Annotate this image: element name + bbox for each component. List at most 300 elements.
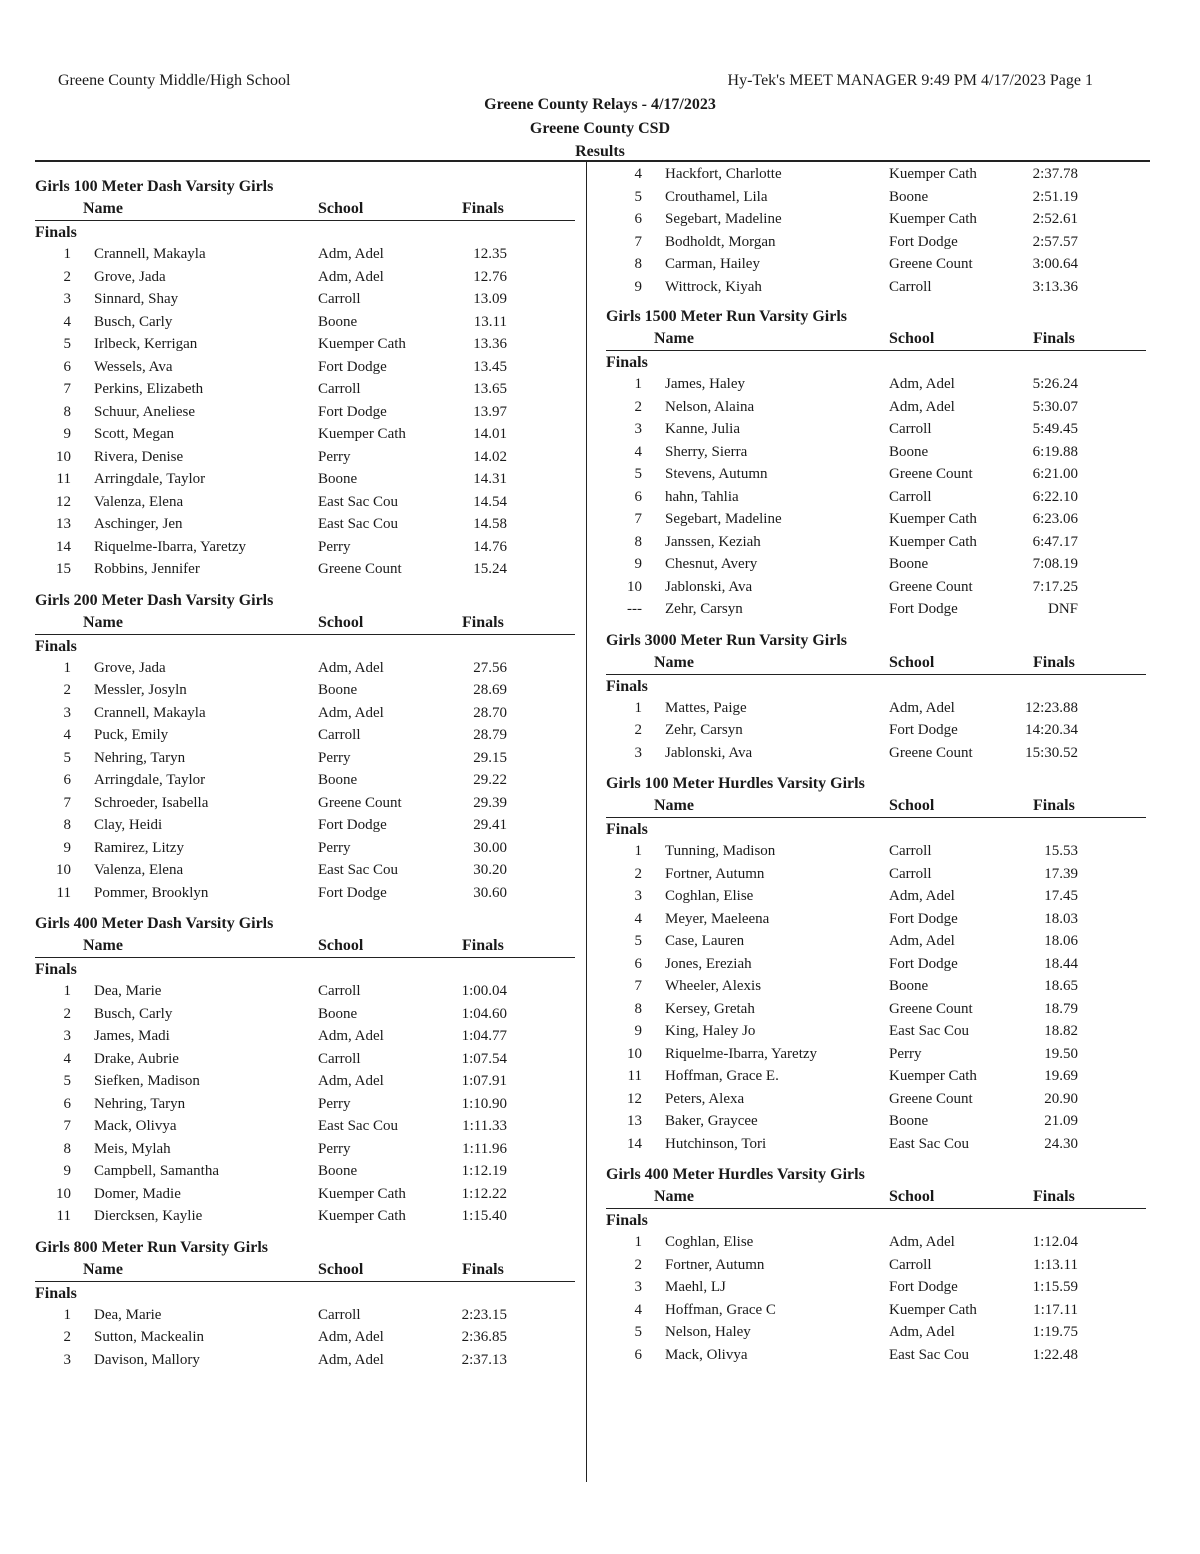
event-block bbox=[606, 630, 1146, 765]
athlete-name: Schuur, Aneliese bbox=[94, 403, 196, 420]
athlete-name: Stevens, Autumn bbox=[665, 466, 768, 482]
school-name: Greene County Middle/High School bbox=[58, 72, 291, 89]
finals-time: 3:13.36 bbox=[1032, 278, 1078, 295]
finals-time: 2:52.61 bbox=[1032, 211, 1078, 227]
school-name: Fort Dodge bbox=[889, 601, 958, 617]
result-row bbox=[606, 1231, 1146, 1254]
place: 3 bbox=[63, 1351, 71, 1368]
result-row bbox=[606, 1110, 1146, 1133]
place: 3 bbox=[63, 1028, 71, 1044]
result-row bbox=[35, 1138, 575, 1161]
finals-time: 1:07.54 bbox=[461, 1050, 507, 1067]
finals-time: 14.54 bbox=[473, 493, 507, 510]
round-label: Finals bbox=[606, 821, 648, 838]
result-row bbox=[35, 679, 575, 702]
finals-time: 15.24 bbox=[473, 561, 507, 577]
result-row bbox=[35, 311, 575, 334]
place: 11 bbox=[56, 471, 71, 487]
finals-time: 1:15.40 bbox=[461, 1208, 507, 1224]
header-school: School bbox=[889, 1188, 935, 1205]
school-name: Fort Dodge bbox=[318, 817, 387, 833]
finals-time: 1:04.60 bbox=[461, 1005, 507, 1022]
header-school: School bbox=[318, 200, 364, 217]
school-name: Adm, Adel bbox=[318, 246, 384, 262]
school-name: Adm, Adel bbox=[889, 1324, 955, 1340]
athlete-name: Valenza, Elena bbox=[94, 493, 184, 510]
result-row bbox=[35, 747, 575, 770]
finals-time: 19.69 bbox=[1044, 1068, 1078, 1084]
result-row bbox=[35, 882, 575, 905]
place: 6 bbox=[634, 488, 642, 505]
place: 9 bbox=[63, 839, 71, 856]
school-name: Kuemper Cath bbox=[889, 511, 977, 527]
athlete-name: Wessels, Ava bbox=[94, 358, 173, 375]
athlete-name: Riquelme-Ibarra, Yaretzy bbox=[665, 1045, 818, 1062]
header-finals: Finals bbox=[462, 937, 504, 954]
result-row bbox=[35, 536, 575, 559]
place: 8 bbox=[634, 256, 642, 272]
header-school: School bbox=[318, 937, 364, 954]
result-row bbox=[606, 1043, 1146, 1066]
school-name: Perry bbox=[318, 1140, 351, 1157]
finals-time: 6:47.17 bbox=[1032, 533, 1078, 550]
place: 11 bbox=[56, 884, 71, 901]
athlete-name: Wheeler, Alexis bbox=[665, 978, 762, 994]
result-row bbox=[35, 859, 575, 882]
result-row bbox=[35, 378, 575, 401]
finals-time: 1:19.75 bbox=[1032, 1324, 1078, 1340]
school-name: Adm, Adel bbox=[318, 268, 384, 285]
athlete-name: Kersey, Gretah bbox=[665, 1000, 755, 1017]
result-row bbox=[606, 1321, 1146, 1344]
school-name: Greene Count bbox=[889, 578, 973, 595]
result-row bbox=[606, 463, 1146, 486]
athlete-name: Fortner, Autumn bbox=[665, 1256, 765, 1273]
place: 7 bbox=[63, 1118, 71, 1134]
result-row bbox=[35, 1025, 575, 1048]
school-name: Boone bbox=[318, 772, 358, 788]
athlete-name: Perkins, Elizabeth bbox=[94, 381, 204, 397]
result-row bbox=[606, 975, 1146, 998]
finals-time: 1:12.22 bbox=[461, 1185, 507, 1202]
result-row bbox=[606, 553, 1146, 576]
place: 5 bbox=[63, 336, 71, 352]
school-name: Fort Dodge bbox=[889, 955, 958, 972]
athlete-name: Nelson, Haley bbox=[665, 1324, 751, 1340]
athlete-name: Sherry, Sierra bbox=[665, 443, 748, 460]
finals-time: 3:00.64 bbox=[1032, 256, 1078, 272]
school-name: Carroll bbox=[889, 278, 932, 295]
finals-time: 7:08.19 bbox=[1032, 556, 1078, 572]
result-row bbox=[606, 396, 1146, 419]
place: 3 bbox=[634, 421, 642, 437]
school-name: Boone bbox=[318, 1005, 358, 1022]
athlete-name: Arringdale, Taylor bbox=[94, 772, 206, 788]
finals-time: 29.15 bbox=[473, 749, 507, 766]
school-name: Adm, Adel bbox=[889, 398, 955, 415]
header-school: School bbox=[889, 653, 935, 671]
finals-time: 2:36.85 bbox=[461, 1329, 507, 1345]
header-name: Name bbox=[654, 653, 694, 671]
place: 7 bbox=[634, 978, 642, 994]
finals-time: 30.00 bbox=[473, 839, 507, 856]
place: 10 bbox=[56, 448, 71, 465]
result-row bbox=[35, 333, 575, 356]
event-title: Girls 400 Meter Dash Varsity Girls bbox=[35, 915, 274, 932]
school-name: Adm, Adel bbox=[889, 376, 955, 392]
finals-time: 28.70 bbox=[473, 704, 507, 721]
school-name: Adm, Adel bbox=[889, 888, 955, 904]
finals-time: 15:30.52 bbox=[1025, 744, 1078, 761]
athlete-name: Zehr, Carsyn bbox=[665, 601, 743, 617]
school-name: Greene Count bbox=[889, 466, 973, 482]
place: 10 bbox=[627, 1045, 642, 1062]
result-row bbox=[35, 513, 575, 536]
event-block bbox=[606, 306, 1146, 621]
place: 6 bbox=[634, 211, 642, 227]
place: 5 bbox=[634, 1324, 642, 1340]
place: 2 bbox=[63, 1329, 71, 1345]
school-name: East Sac Cou bbox=[318, 516, 398, 532]
header-finals: Finals bbox=[462, 200, 504, 217]
school-name: Adm, Adel bbox=[318, 659, 384, 676]
place: 1 bbox=[63, 983, 71, 999]
school-name: Adm, Adel bbox=[889, 699, 955, 716]
athlete-name: Hoffman, Grace C bbox=[665, 1301, 776, 1318]
school-name: East Sac Cou bbox=[318, 862, 398, 878]
athlete-name: Davison, Mallory bbox=[94, 1351, 200, 1368]
place: 10 bbox=[56, 862, 71, 878]
finals-time: 1:04.77 bbox=[461, 1028, 507, 1044]
school-name: Perry bbox=[318, 448, 351, 465]
result-row bbox=[606, 719, 1146, 742]
finals-time: 18.06 bbox=[1044, 933, 1078, 949]
school-name: Boone bbox=[889, 1113, 929, 1129]
athlete-name: Kanne, Julia bbox=[665, 421, 740, 437]
result-row bbox=[35, 657, 575, 680]
place: 11 bbox=[56, 1208, 71, 1224]
left-column bbox=[35, 176, 575, 1380]
athlete-name: Coghlan, Elise bbox=[665, 1234, 754, 1250]
school-name: East Sac Cou bbox=[889, 1023, 969, 1039]
finals-time: 14.02 bbox=[473, 448, 507, 465]
finals-time: 2:51.19 bbox=[1032, 188, 1078, 205]
result-row bbox=[35, 491, 575, 514]
place: 3 bbox=[63, 704, 71, 721]
school-name: Kuemper Cath bbox=[318, 336, 406, 352]
result-row bbox=[606, 598, 1146, 621]
athlete-name: Carman, Hailey bbox=[665, 256, 760, 272]
result-row bbox=[35, 1160, 575, 1183]
event-block bbox=[35, 176, 575, 581]
table-header bbox=[35, 1259, 575, 1282]
athlete-name: Arringdale, Taylor bbox=[94, 471, 206, 487]
round-label: Finals bbox=[35, 637, 77, 655]
place: 2 bbox=[634, 865, 642, 882]
result-row bbox=[606, 885, 1146, 908]
result-row bbox=[606, 208, 1146, 231]
header-name: Name bbox=[654, 1188, 694, 1205]
event-block bbox=[35, 1237, 575, 1372]
result-row bbox=[35, 446, 575, 469]
event-block bbox=[606, 1164, 1146, 1366]
athlete-name: Busch, Carly bbox=[94, 313, 173, 330]
school-name: Carroll bbox=[318, 1306, 361, 1323]
school-name: Fort Dodge bbox=[889, 910, 958, 927]
place: 8 bbox=[634, 1000, 642, 1017]
result-row bbox=[35, 243, 575, 266]
place: 6 bbox=[63, 772, 71, 788]
finals-time: 5:49.45 bbox=[1032, 421, 1078, 437]
finals-time: 13.65 bbox=[473, 381, 507, 397]
school-name: Adm, Adel bbox=[318, 1329, 384, 1345]
finals-time: 2:37.13 bbox=[461, 1351, 507, 1368]
result-row bbox=[35, 1326, 575, 1349]
school-name: Perry bbox=[318, 538, 351, 555]
athlete-name: Wittrock, Kiyah bbox=[665, 278, 762, 295]
finals-time: 12.76 bbox=[473, 268, 507, 285]
header-name: Name bbox=[654, 330, 694, 347]
finals-time: 1:22.48 bbox=[1032, 1346, 1078, 1363]
place: 4 bbox=[634, 443, 642, 460]
athlete-name: Jones, Ereziah bbox=[665, 955, 752, 972]
finals-time: 12:23.88 bbox=[1025, 699, 1078, 716]
finals-time: 1:15.59 bbox=[1032, 1279, 1078, 1295]
place: 12 bbox=[627, 1090, 642, 1107]
school-name: Kuemper Cath bbox=[889, 1068, 977, 1084]
athlete-name: hahn, Tahlia bbox=[665, 488, 739, 505]
place: 3 bbox=[634, 888, 642, 904]
finals-time: 1:17.11 bbox=[1033, 1301, 1078, 1318]
athlete-name: Busch, Carly bbox=[94, 1005, 173, 1022]
athlete-name: Rivera, Denise bbox=[94, 448, 184, 465]
school-name: Adm, Adel bbox=[889, 933, 955, 949]
column-divider bbox=[586, 162, 587, 1482]
result-row bbox=[35, 423, 575, 446]
school-name: Fort Dodge bbox=[889, 233, 958, 250]
place: 9 bbox=[634, 278, 642, 295]
result-row bbox=[35, 558, 575, 581]
result-row bbox=[606, 373, 1146, 396]
place: 2 bbox=[63, 682, 71, 698]
finals-time: 6:19.88 bbox=[1032, 443, 1078, 460]
place: 8 bbox=[634, 533, 642, 550]
school-name: Carroll bbox=[889, 865, 932, 882]
result-row bbox=[606, 1276, 1146, 1299]
result-row bbox=[606, 163, 1146, 186]
finals-time: 29.22 bbox=[473, 772, 507, 788]
athlete-name: Coghlan, Elise bbox=[665, 888, 754, 904]
table-header bbox=[606, 795, 1146, 818]
school-name: Carroll bbox=[889, 1256, 932, 1273]
place: 1 bbox=[63, 246, 71, 262]
finals-time: 1:00.04 bbox=[461, 983, 507, 999]
school-name: Boone bbox=[889, 556, 929, 572]
school-name: Fort Dodge bbox=[889, 1279, 958, 1295]
athlete-name: Fortner, Autumn bbox=[665, 865, 765, 882]
result-row bbox=[606, 1254, 1146, 1277]
host-name: Greene County CSD bbox=[529, 120, 671, 137]
result-row bbox=[35, 266, 575, 289]
place: 4 bbox=[634, 1301, 642, 1318]
school-name: Adm, Adel bbox=[318, 1073, 384, 1089]
finals-time: 18.82 bbox=[1044, 1023, 1078, 1039]
athlete-name: Crannell, Makayla bbox=[94, 704, 206, 721]
school-name: Kuemper Cath bbox=[889, 1301, 977, 1318]
athlete-name: Mack, Olivya bbox=[665, 1346, 748, 1363]
athlete-name: Chesnut, Avery bbox=[665, 556, 758, 572]
place: 8 bbox=[63, 403, 71, 420]
finals-time: 2:37.78 bbox=[1032, 166, 1078, 182]
athlete-name: Baker, Graycee bbox=[665, 1113, 758, 1129]
school-name: Boone bbox=[889, 188, 929, 205]
athlete-name: Meis, Mylah bbox=[94, 1140, 171, 1157]
place: 7 bbox=[63, 794, 71, 811]
result-row bbox=[35, 468, 575, 491]
place: 4 bbox=[63, 313, 71, 330]
result-row bbox=[606, 998, 1146, 1021]
school-name: Kuemper Cath bbox=[318, 426, 406, 442]
athlete-name: Janssen, Keziah bbox=[665, 533, 761, 550]
result-row bbox=[35, 288, 575, 311]
round-label: Finals bbox=[35, 961, 77, 978]
result-row bbox=[606, 418, 1146, 441]
athlete-name: Jablonski, Ava bbox=[665, 744, 753, 761]
result-row bbox=[35, 702, 575, 725]
result-row bbox=[35, 1093, 575, 1116]
place: 5 bbox=[634, 933, 642, 949]
school-name: Fort Dodge bbox=[318, 884, 387, 901]
header-name: Name bbox=[83, 200, 123, 217]
athlete-name: James, Madi bbox=[94, 1028, 170, 1044]
finals-time: 6:22.10 bbox=[1032, 488, 1078, 505]
result-row bbox=[606, 486, 1146, 509]
finals-time: 14.31 bbox=[473, 471, 507, 487]
place: 10 bbox=[627, 578, 642, 595]
place: 1 bbox=[63, 659, 71, 676]
school-name: Adm, Adel bbox=[889, 1234, 955, 1250]
finals-time: 5:30.07 bbox=[1032, 398, 1078, 415]
event-title: Girls 400 Meter Hurdles Varsity Girls bbox=[606, 1166, 865, 1183]
school-name: East Sac Cou bbox=[889, 1135, 969, 1152]
event-title: Girls 100 Meter Hurdles Varsity Girls bbox=[606, 775, 865, 792]
school-name: Boone bbox=[318, 313, 358, 330]
place: 6 bbox=[63, 358, 71, 375]
place: 1 bbox=[634, 699, 642, 716]
finals-time: 19.50 bbox=[1044, 1045, 1078, 1062]
place: 4 bbox=[63, 1050, 71, 1067]
header-finals: Finals bbox=[1033, 653, 1075, 671]
athlete-name: Nehring, Taryn bbox=[94, 1095, 186, 1112]
finals-time: 18.03 bbox=[1044, 910, 1078, 927]
table-header bbox=[35, 612, 575, 635]
header-school: School bbox=[318, 1260, 364, 1278]
result-row bbox=[606, 840, 1146, 863]
place: 2 bbox=[634, 722, 642, 738]
finals-time: 17.39 bbox=[1044, 865, 1078, 882]
header-name: Name bbox=[83, 937, 123, 954]
finals-time: 5:26.24 bbox=[1032, 376, 1078, 392]
athlete-name: Hutchinson, Tori bbox=[665, 1135, 767, 1152]
finals-time: 30.60 bbox=[473, 884, 507, 901]
school-name: Kuemper Cath bbox=[318, 1208, 406, 1224]
place: 15 bbox=[56, 561, 71, 577]
result-row bbox=[35, 1205, 575, 1228]
school-name: East Sac Cou bbox=[889, 1346, 969, 1363]
result-row bbox=[35, 356, 575, 379]
header-finals: Finals bbox=[1033, 330, 1075, 347]
school-name: Fort Dodge bbox=[889, 722, 958, 738]
place: 7 bbox=[634, 511, 642, 527]
athlete-name: Drake, Aubrie bbox=[94, 1050, 179, 1067]
result-row bbox=[606, 231, 1146, 254]
result-row bbox=[35, 837, 575, 860]
school-name: Carroll bbox=[318, 727, 361, 743]
header-finals: Finals bbox=[462, 613, 504, 631]
place: 5 bbox=[63, 749, 71, 766]
result-row bbox=[35, 814, 575, 837]
round-label: Finals bbox=[606, 677, 648, 695]
athlete-name: Riquelme-Ibarra, Yaretzy bbox=[94, 538, 247, 555]
athlete-name: Campbell, Samantha bbox=[94, 1163, 219, 1179]
finals-time: 13.97 bbox=[473, 403, 507, 420]
finals-time: 14:20.34 bbox=[1025, 722, 1078, 738]
athlete-name: Valenza, Elena bbox=[94, 862, 184, 878]
school-name: Carroll bbox=[889, 421, 932, 437]
event-title: Girls 1500 Meter Run Varsity Girls bbox=[606, 308, 848, 325]
school-name: Perry bbox=[318, 839, 351, 856]
finals-time: 30.20 bbox=[473, 862, 507, 878]
athlete-name: James, Haley bbox=[665, 376, 745, 392]
finals-time: 1:11.33 bbox=[462, 1118, 507, 1134]
athlete-name: Messler, Josyln bbox=[94, 682, 187, 698]
result-row bbox=[606, 576, 1146, 599]
finals-time: 14.01 bbox=[473, 426, 507, 442]
result-row bbox=[606, 930, 1146, 953]
round-label: Finals bbox=[35, 224, 77, 241]
athlete-name: Crannell, Makayla bbox=[94, 246, 206, 262]
athlete-name: Clay, Heidi bbox=[94, 817, 163, 833]
athlete-name: Hackfort, Charlotte bbox=[665, 166, 782, 182]
athlete-name: Robbins, Jennifer bbox=[94, 561, 200, 577]
place: 3 bbox=[634, 1279, 642, 1295]
result-row bbox=[606, 1299, 1146, 1322]
finals-time: 7:17.25 bbox=[1032, 578, 1078, 595]
place: 1 bbox=[63, 1306, 71, 1323]
place: 6 bbox=[63, 1095, 71, 1112]
header-school: School bbox=[889, 330, 935, 347]
school-name: Carroll bbox=[318, 983, 361, 999]
place: 14 bbox=[627, 1135, 642, 1152]
finals-time: 28.79 bbox=[473, 727, 507, 743]
result-row bbox=[606, 863, 1146, 886]
place: 3 bbox=[63, 291, 71, 307]
round-label: Finals bbox=[606, 1212, 648, 1229]
school-name: East Sac Cou bbox=[318, 493, 398, 510]
header-name: Name bbox=[654, 797, 694, 814]
result-row bbox=[606, 186, 1146, 209]
athlete-name: Nelson, Alaina bbox=[665, 398, 755, 415]
result-row bbox=[35, 724, 575, 747]
school-name: Adm, Adel bbox=[318, 704, 384, 721]
result-row bbox=[606, 953, 1146, 976]
school-name: Carroll bbox=[889, 843, 932, 859]
finals-time: 28.69 bbox=[473, 682, 507, 698]
finals-time: 1:07.91 bbox=[461, 1073, 507, 1089]
result-row bbox=[606, 1020, 1146, 1043]
result-row bbox=[35, 980, 575, 1003]
school-name: Kuemper Cath bbox=[889, 533, 977, 550]
